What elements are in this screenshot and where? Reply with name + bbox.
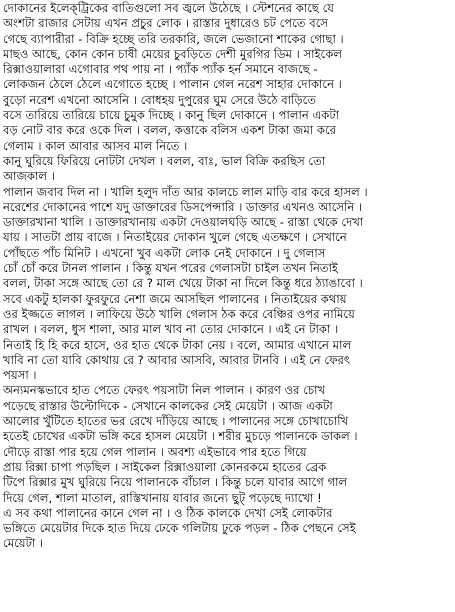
text-line: দৌড়ে রাস্তা পার হয়ে গেল পালান । অবশ্য এইভাবে পার হতে গিয়ে — [3, 444, 307, 459]
text-line: হতেই চোখের একটা ভঙ্গি করে হাসল মেয়েটা । শরীর মুচড়ে পালানকে ডাকল । — [3, 429, 358, 444]
text-line: অন্যমনস্কভাবে হাত পেতে ফেরৎ পয়সাটা নিল পালান । কারণ ওর চোখ — [3, 383, 326, 398]
text-line: প্রায় রিক্সা চাপা পড়ছিল । সাইকেল রিক্সাওয়ালা কোনরকমে হাতের ব্রেক — [3, 459, 327, 474]
text-line: বড় নোট বার করে ওকে দিল । বলল, কত্তাকে বলিস একশ টাকা জমা করে — [3, 123, 337, 138]
text-line: রাখল । বলল, ধুস শালা, আর মাল খাব না তোর দোকানে । এই নে টাকা । — [3, 322, 339, 337]
text-line: নিতাই হি হি করে হাসে, ওর হাত থেকে টাকা নেয় । বলে, আমার এখানে মাল — [3, 337, 352, 352]
text-line: রিক্সাওয়ালারা এগোবার পথ পায় না । প্যাঁক প্যাঁক হর্ন সমানে বাজছে - — [3, 62, 318, 77]
text-line: মাছও আছে, কোন কোন চাষী মেয়ের চুবড়িতে দেশী মুরগির ডিম । সাইকেল — [3, 46, 342, 61]
text-line: লোকজন ঠেলে ঠেলে এগোতে হচ্ছে । পালান গেল নরেশ সাহার দোকানে । — [3, 77, 342, 92]
text-line: মেয়েটা । — [3, 536, 44, 551]
text-line: পালান জবাব দিল না । খালি হলুদ দাঁত আর কালচে লাল মাড়ি বার করে হাসল । — [3, 184, 368, 199]
text-line: পোঁছতে পাঁচ মিনিট । এখনো খুব একটা লোক নেই দোকানে । দু গেলাস — [3, 245, 326, 260]
text-line: অংশটা রাজার সেটায় এখন প্রচুর লোক । রাস্তার দুধারেও চট পেতে বসে — [3, 16, 329, 31]
text-line: এ সব কথা পালানের কানে গেল না । ও ঠিক কালকে দেখা সেই লোকটার — [3, 505, 333, 520]
text-line: সবে একটু হালকা ফুরফুরে নেশা জমে আসছিল পালানের । নিতাইয়ের কথায় — [3, 291, 347, 306]
text-line: দিয়ে গেল, শালা মাতাল, রাস্তিখানায় যাবার জন্যে ছুট্‌ পড়েছে দ্যাখো ! — [3, 490, 322, 505]
text-line: আজকাল । — [3, 169, 55, 184]
text-line: দোকানের ইলেক্‌ট্রিকের বাতিগুলো সব জ্বলে উঠেছে । স্টেশনের কাছে যে — [3, 1, 334, 15]
text-line: যায় । সাতটা প্রায় বাজে । নিতাইয়ের দোকান খুলে গেছে এতক্ষণে । সেখানে — [3, 230, 347, 245]
text-line: আলোর খুঁটিতে হাতের ভর রেখে দাঁড়িয়ে আছে । পালানের সঙ্গে চোখাচোখি — [3, 414, 349, 429]
text-line: বলল, টাকা সঙ্গে আছে তো রে ? মাল খেয়ে টাকা না দিলে কিন্তু ধরে ঠ্যাঙাবো । — [3, 276, 363, 291]
text-line: গেছে ব্যাপারীরা - বিক্রি হচ্ছে তরি তরকারি, জলে ভেজানো শাকের গোছা । — [3, 31, 344, 46]
text-line: টিপে রিক্সার মুখ ঘুরিয়ে নিয়ে পালানকে বাঁচাল । কিন্তু চলে যাবার আগে গাল — [3, 475, 348, 490]
text-line: চোঁ চোঁ করে টানল পালান । কিন্তু যখন পরের গেলাসটা চাইল তখন নিতাই — [3, 261, 338, 276]
text-line: ওর ইজ্জতে লাগল । লাফিয়ে উঠে খালি গেলাস ঠক করে বেঞ্চির ওপর নামিয়ে — [3, 306, 355, 321]
text-line: কানু ঘুরিয়ে ফিরিয়ে নোটটা দেখল । বলল, বাঃ, ভাল বিক্রি করছিস তো — [3, 153, 326, 168]
text-line: বুড়ো নরেশ এখনো আসেনি । বোধহয় দুপুরের ঘুম সেরে উঠে বাড়িতে — [3, 92, 316, 107]
text-line: পড়েছে রাস্তার উল্টোদিকে - সেখানে কালকের সেই মেয়েটা । আজ একটা — [3, 398, 333, 413]
text-line: খাবি না তো যাবি কোথায় রে ? আবার আসবি, আবার টানবি । এই নে ফেরৎ — [3, 352, 351, 367]
text-line: গেলাম । কাল আবার আসব মাল নিতে । — [3, 138, 188, 153]
text-line: নরেশের দোকানের পাশে যদু ডাক্তারের ডিসপেন্সারি । ডাক্তার এখনও আসেনি । — [3, 199, 363, 214]
text-line: বসে তারিয়ে তারিয়ে চায়ে চুমুক দিচ্ছে । কানু ছিল দোকানে । পালান একটা — [3, 108, 340, 123]
text-line: পয়সা । — [3, 368, 37, 383]
text-line: ভঙ্গিতে মেয়েটার দিকে হাত দিয়ে ঢেকে গলিটায় ঢুকে পড়ল - ঠিক পেছনে সেই — [3, 521, 356, 536]
text-line: ডাক্তারখানা খালি । ডাক্তারখানায় একটা দেওয়ালঘড়ি আছে - রাস্তা থেকে দেখা — [3, 215, 364, 230]
